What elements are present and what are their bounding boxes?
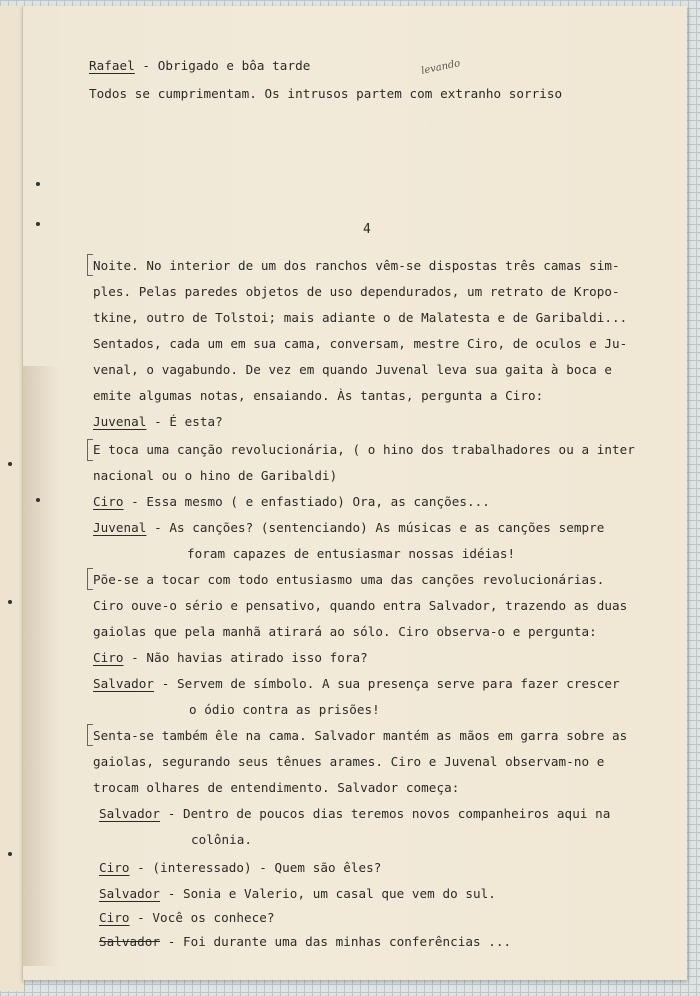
- dialogue-text: - Foi durante uma das minhas conferências ...: [160, 934, 512, 949]
- stage-direction-line: trocam olhares de entendimento. Salvador começa:: [93, 780, 460, 795]
- stage-direction-line: Noite. No interior de um dos ranchos vêm-se dispostas três camas sim-: [93, 258, 620, 273]
- stage-direction-line: tkine, outro de Tolstoi; mais adiante o de Malatesta e de Garibaldi...: [93, 310, 628, 325]
- stage-direction-line: ples. Pelas paredes objetos de uso dependurados, um retrato de Kropo-: [93, 284, 620, 299]
- dialogue-line: [93, 494, 490, 509]
- stage-direction-line: E toca uma canção revolucionária, ( o hino dos trabalhadores ou a inter: [93, 442, 635, 457]
- dialogue-continuation: colônia.: [191, 832, 253, 847]
- speaker-name: Ciro: [99, 860, 130, 875]
- dialogue-text: - As canções? (sentenciando) As músicas e as canções sempre: [146, 520, 605, 535]
- dialogue-text: - É esta?: [146, 414, 223, 429]
- speaker-name: Rafael: [89, 58, 135, 73]
- punch-hole: [8, 852, 12, 856]
- dialogue-text: - Sonia e Valerio, um casal que vem do sul.: [160, 886, 496, 901]
- dialogue-text: - Não havias atirado isso fora?: [123, 650, 368, 665]
- stage-direction-line: Sentados, cada um em sua cama, conversam, mestre Ciro, de oculos e Ju-: [93, 336, 628, 351]
- stage-direction-line: gaiolas, segurando seus tênues arames. Ciro e Juvenal observam-no e: [93, 754, 605, 769]
- dialogue-text: - Essa mesmo ( e enfastiado) Ora, as canções...: [123, 494, 490, 509]
- speaker-name: Ciro: [93, 650, 124, 665]
- stage-direction-line: emite algumas notas, ensaiando. Às tantas, pergunta a Ciro:: [93, 388, 544, 403]
- dialogue-line: [99, 860, 381, 875]
- dialogue-text: - Obrigado e bôa tarde: [134, 58, 311, 73]
- speaker-name: Salvador: [93, 676, 155, 691]
- stage-direction-line: nacional ou o hino de Garibaldi): [93, 468, 338, 483]
- speaker-name: Salvador: [99, 806, 161, 821]
- punch-hole: [8, 462, 12, 466]
- dialogue-continuation: o ódio contra as prisões!: [189, 702, 380, 717]
- dialogue-text: - Dentro de poucos dias teremos novos companheiros aqui na: [160, 806, 611, 821]
- punch-hole: [8, 600, 12, 604]
- stage-direction-line: Senta-se também êle na cama. Salvador mantém as mãos em garra sobre as: [93, 728, 628, 743]
- dialogue-text: - (interessado) - Quem são êles?: [129, 860, 382, 875]
- typescript-page: [22, 6, 687, 980]
- dialogue-text: - Servem de símbolo. A sua presença serve para fazer crescer: [154, 676, 620, 691]
- speaker-name: Salvador: [99, 934, 161, 949]
- speaker-name: Ciro: [93, 494, 124, 509]
- dialogue-line: [99, 934, 511, 949]
- stage-direction-line: Todos se cumprimentam. Os intrusos partem com extranho sorriso: [89, 86, 563, 101]
- dialogue-line: [93, 520, 604, 535]
- speaker-name: Ciro: [99, 910, 130, 925]
- dialogue-continuation: foram capazes de entusiasmar nossas idéias!: [187, 546, 516, 561]
- dialogue-line: [93, 650, 368, 665]
- punch-hole: [36, 498, 40, 502]
- stage-direction-line: venal, o vagabundo. De vez em quando Juvenal leva sua gaita à boca e: [93, 362, 612, 377]
- handwritten-annotation: levando: [420, 58, 462, 77]
- stage-direction-line: Ciro ouve-o sério e pensativo, quando entra Salvador, trazendo as duas: [93, 598, 628, 613]
- punch-hole: [36, 222, 40, 226]
- speaker-name: Salvador: [99, 886, 161, 901]
- stage-direction-line: Põe-se a tocar com todo entusiasmo uma das canções revolucionárias.: [93, 572, 605, 587]
- dialogue-line: [89, 58, 310, 73]
- dialogue-line: [93, 676, 620, 691]
- dialogue-line: [99, 806, 610, 821]
- page-number: 4: [363, 222, 371, 237]
- dialogue-line: [99, 886, 496, 901]
- dialogue-line: [93, 414, 223, 429]
- dialogue-line: [99, 910, 275, 925]
- stage-direction-line: gaiolas que pela manhã atirará ao sólo. Ciro observa-o e pergunta:: [93, 624, 597, 639]
- speaker-name: Juvenal: [93, 414, 147, 429]
- punch-hole: [36, 182, 40, 186]
- dialogue-text: - Você os conhece?: [129, 910, 275, 925]
- speaker-name: Juvenal: [93, 520, 147, 535]
- page-edge-shadow: [23, 366, 59, 966]
